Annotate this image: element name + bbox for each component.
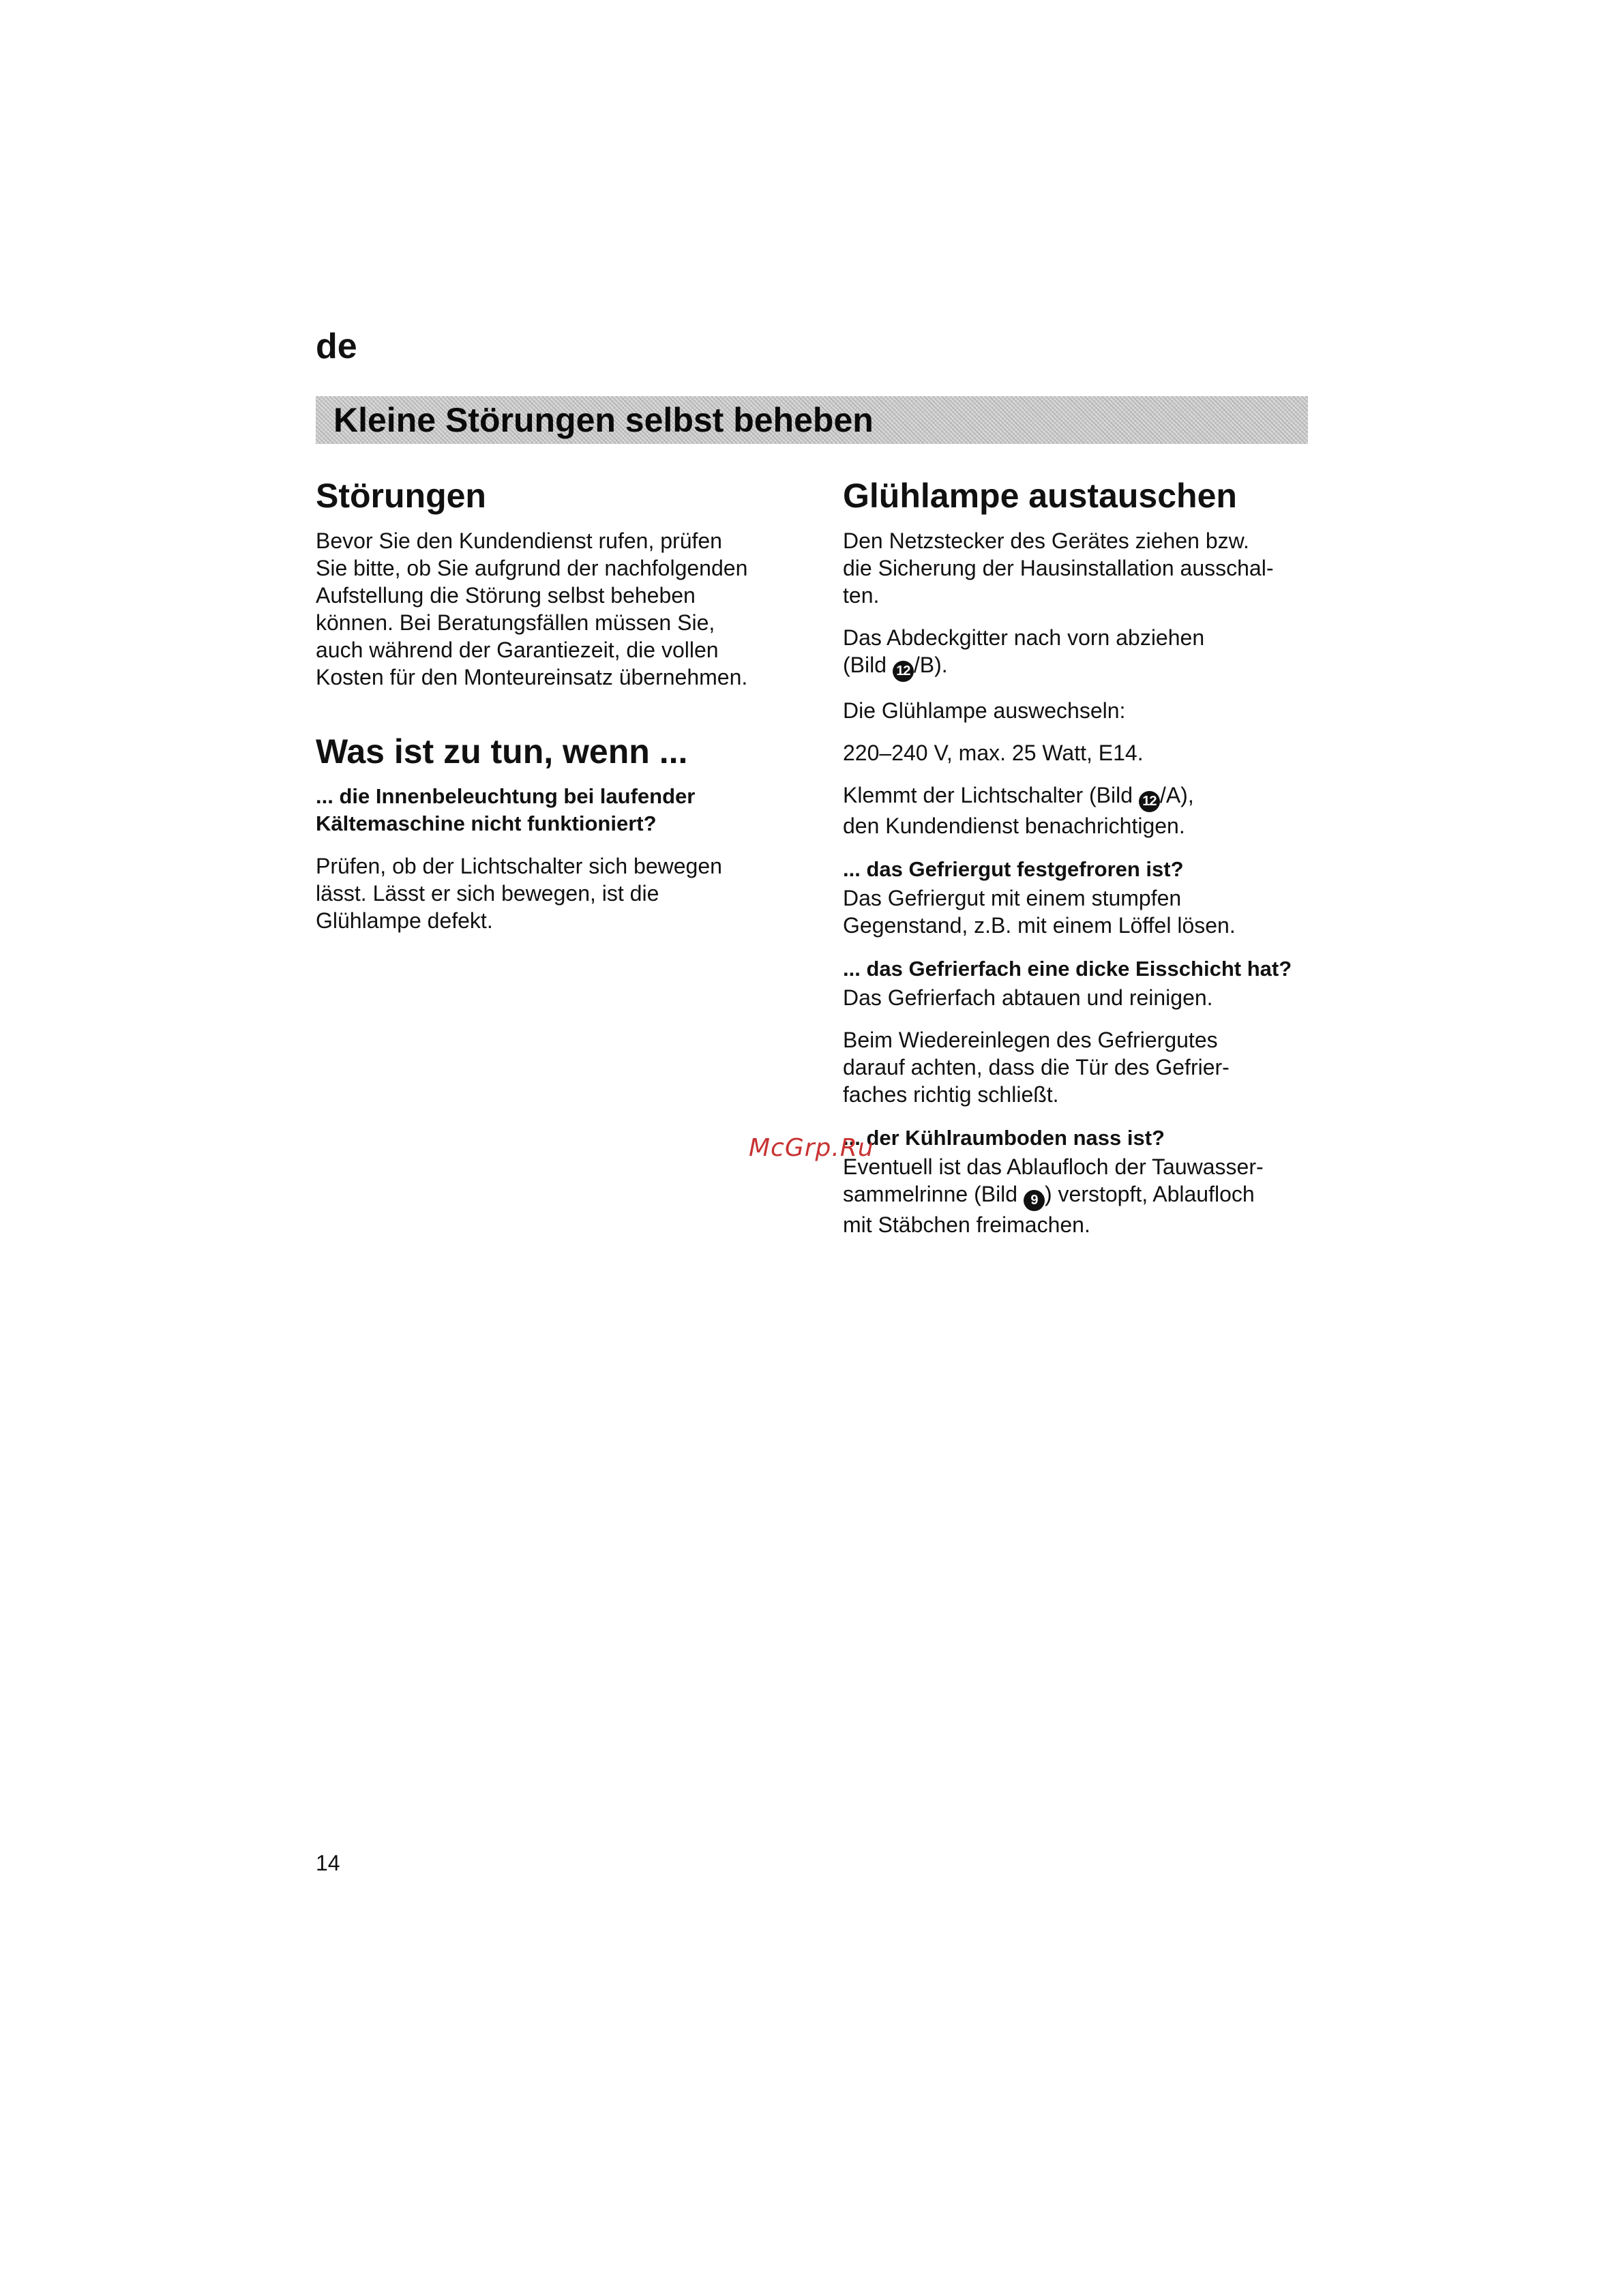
figure-12-icon: 12 (893, 661, 914, 682)
body-line: auch während der Garantiezeit, die vollen (316, 638, 719, 662)
body-line: können. Bei Beratungsfällen müssen Sie, (316, 610, 715, 635)
figure-12-icon: 12 (1139, 791, 1160, 812)
answer-line: Glühlampe defekt. (316, 908, 493, 933)
figure-9-icon: 9 (1024, 1190, 1045, 1211)
text-fragment: (Bild (843, 653, 893, 677)
body-line (843, 781, 1320, 812)
body-line: die Sicherung der Hausinstallation ausschal- (843, 556, 1274, 580)
body-line: ten. (843, 583, 880, 608)
text-fragment: sammelrinne (Bild (843, 1182, 1024, 1206)
answer-festgefroren (843, 884, 1320, 939)
answer-line: Prüfen, ob der Lichtschalter sich bewegen (316, 854, 722, 878)
para-abdeckgitter (843, 624, 1320, 682)
text-fragment: ) verstopft, Ablaufloch (1044, 1182, 1255, 1206)
answer-line: Gegenstand, z.B. mit einem Löffel lösen. (843, 913, 1236, 938)
left-column (316, 477, 793, 934)
body-line: Sie bitte, ob Sie aufgrund der nachfolgenden (316, 556, 748, 580)
body-line: Aufstellung die Störung selbst beheben (316, 583, 696, 608)
answer-line: Eventuell ist das Ablaufloch der Tauwasser- (843, 1154, 1264, 1179)
body-line: Beim Wiedereinlegen des Gefriergutes (843, 1028, 1218, 1052)
answer-line: lässt. Lässt er sich bewegen, ist die (316, 881, 659, 906)
text-fragment: /A), (1159, 783, 1194, 807)
body-line: Kosten für den Monteureinsatz übernehmen. (316, 665, 748, 689)
answer-innenbeleuchtung (316, 852, 793, 934)
answer-line (843, 1180, 1320, 1211)
body-line: Bevor Sie den Kundendienst rufen, prüfen (316, 528, 722, 553)
para-spezifikation: 220–240 V, max. 25 Watt, E14. (843, 741, 1144, 765)
banner-title: Kleine Störungen selbst beheben (333, 401, 874, 439)
question-line: ... die Innenbeleuchtung bei laufender (316, 784, 696, 808)
body-line: Das Abdeckgitter nach vorn abziehen (843, 625, 1205, 650)
answer-line: mit Stäbchen freimachen. (843, 1212, 1090, 1237)
body-line: Den Netzstecker des Gerätes ziehen bzw. (843, 528, 1249, 553)
body-line: faches richtig schließt. (843, 1082, 1059, 1107)
para-wiedereinlegen (843, 1026, 1320, 1108)
question-festgefroren: ... das Gefriergut festgefroren ist? (843, 857, 1184, 881)
heading-stoerungen: Störungen (316, 477, 486, 515)
question-kuehlraumboden: ... der Kühlraumboden nass ist? (843, 1126, 1165, 1150)
heading-gluehlampe: Glühlampe austauschen (843, 477, 1237, 515)
para-netzstecker (843, 527, 1320, 609)
body-line: den Kundendienst benachrichtigen. (843, 814, 1185, 838)
text-fragment: /B). (913, 653, 948, 677)
para-lichtschalter (843, 781, 1320, 839)
para-auswechseln: Die Glühlampe auswechseln: (843, 698, 1126, 723)
question-innenbeleuchtung (316, 783, 793, 837)
answer-eisschicht: Das Gefrierfach abtauen und reinigen. (843, 985, 1213, 1010)
answer-kuehlraumboden (843, 1153, 1320, 1238)
language-code: de (316, 327, 357, 366)
heading-was-ist-zu-tun: Was ist zu tun, wenn ... (316, 732, 688, 771)
watermark: McGrp.Ru (749, 1134, 874, 1162)
question-line: Kältemaschine nicht funktioniert? (316, 811, 657, 835)
page-number: 14 (316, 1851, 340, 1875)
text-fragment: Klemmt der Lichtschalter (Bild (843, 783, 1139, 807)
body-line (843, 651, 1320, 682)
stoerungen-body (316, 527, 793, 691)
answer-line: Das Gefriergut mit einem stumpfen (843, 886, 1182, 910)
question-eisschicht: ... das Gefrierfach eine dicke Eisschicht hat? (843, 957, 1292, 981)
section-banner (316, 396, 1308, 444)
body-line: darauf achten, dass die Tür des Gefrier- (843, 1055, 1230, 1079)
right-column (843, 477, 1320, 1238)
